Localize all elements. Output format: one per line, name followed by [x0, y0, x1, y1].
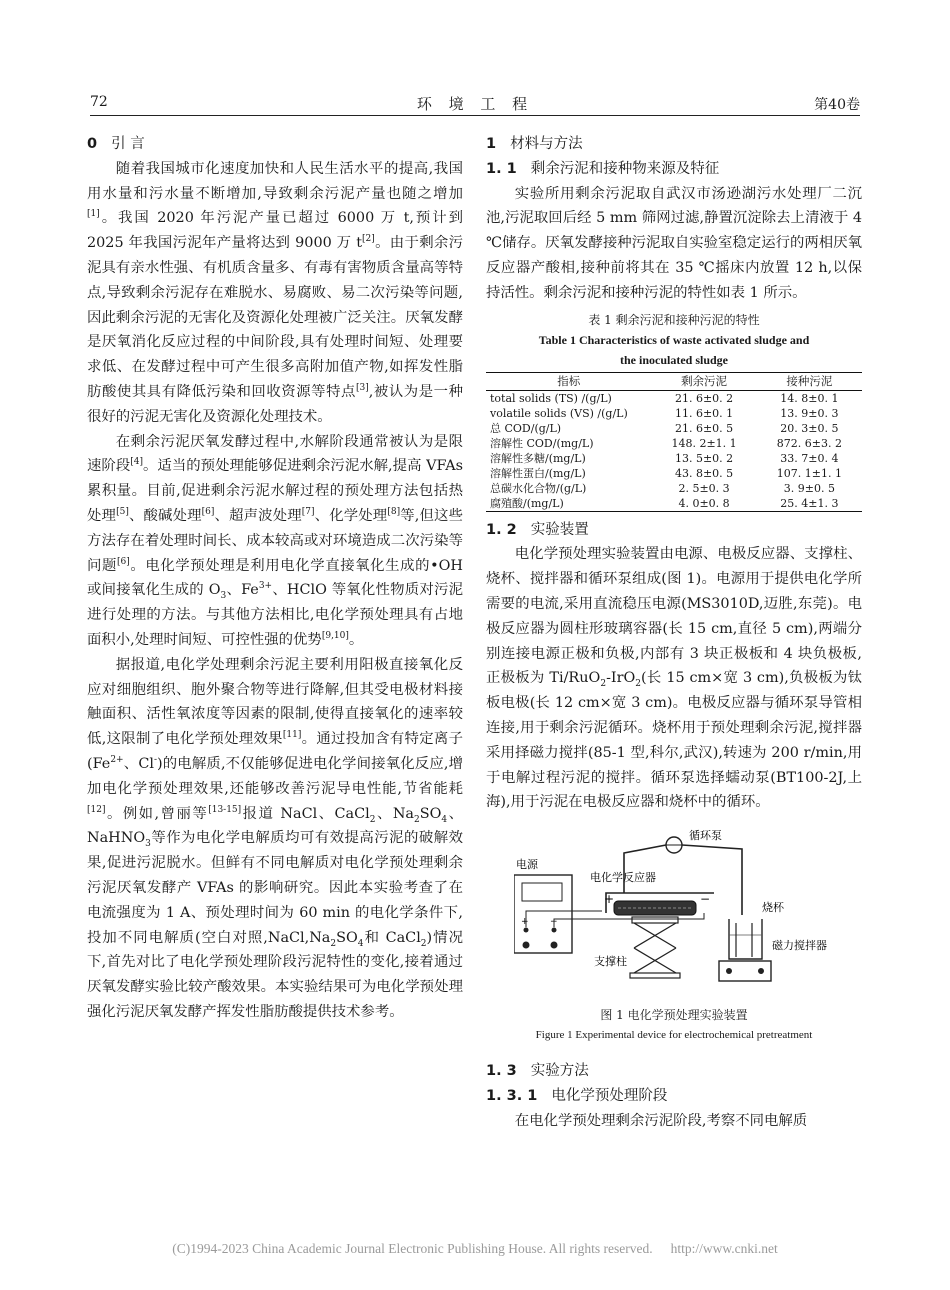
- table-cell: 腐殖酸/(mg/L): [490, 496, 564, 510]
- table-cell: volatile solids (VS) /(g/L): [490, 406, 628, 420]
- reactor-label: 电化学反应器: [590, 871, 656, 885]
- table-row: [486, 421, 862, 436]
- support-label: 支撑柱: [594, 955, 627, 969]
- pump-label: 循环泵: [689, 829, 722, 843]
- table-row: [486, 481, 862, 496]
- beaker-label: 烧杯: [762, 901, 784, 915]
- table-cell: 13. 5±0. 2: [674, 451, 734, 465]
- stirrer-label: 磁力搅拌器: [772, 939, 827, 953]
- footer-url[interactable]: http://www.cnki.net: [670, 1241, 778, 1256]
- volume-label: 第40卷: [814, 97, 860, 113]
- table-cell: 14. 8±0. 1: [780, 391, 839, 405]
- sludge-characteristics-table: [486, 372, 862, 512]
- paragraph-intro-2: 在剩余污泥厌氧发酵过程中,水解阶段通常被认为是限速阶段[4]。适当的预处理能够促进剩余污泥水解,提高 VFAs 累积量。目前,促进剩余污泥水解过程的预处理方法包括热处理[5]、酸碱处理[6]、超声波处理[7]、化学处理[8]等,但这些方法存在着处理时间长、成本较高或对环境造成二次污染等问题[6]。电化学预处理是利用电化学直接氧化生成的•OH 或间接氧化生成的 $O_3$、$Fe^{3+}$、HClO 等氧化性物质对污泥进行处理的方法。与其他方法相比,电化学预处理具有占地面积小,处理时间短、可控性强的优势[9,10]。: [87, 433, 463, 648]
- table-cell: 13. 9±0. 3: [780, 406, 839, 420]
- table-cell: 4. 0±0. 8: [678, 496, 730, 510]
- paragraph-method: 在电化学预处理剩余污泥阶段,考察不同电解质: [514, 1112, 808, 1129]
- table-cell: 溶解性多糖/(mg/L): [490, 451, 586, 465]
- table-caption-en-2: the inoculated sludge: [619, 352, 728, 367]
- support-column: [634, 923, 676, 973]
- table-cell: 872. 6±3. 2: [776, 436, 842, 450]
- table-caption-cn: 表 1 剩余污泥和接种污泥的特性: [588, 312, 760, 327]
- journal-title: 环 境 工 程: [416, 95, 534, 113]
- table-cell: 总碳水化合物/(g/L): [490, 481, 587, 495]
- power-supply: [514, 875, 572, 953]
- section-heading-1-2: 1. 2 实验装置: [486, 521, 589, 538]
- table-row: [486, 496, 862, 512]
- table-row: [486, 466, 862, 481]
- paragraph-materials: 实验所用剩余污泥取自武汉市汤逊湖污水处理厂二沉池,污泥取回后经 5 mm 筛网过滤,静置沉淀除去上清液于 4 ℃储存。厌氧发酵接种污泥取自实验室稳定运行的两相厌氧反应器产酸相,接种前将其在 35 ℃摇床内放置 12 h,以保持活性。剩余污泥和接种污泥的特性如表 1 所示。: [486, 185, 862, 301]
- plus-label: +: [604, 892, 615, 907]
- table-cell: 2. 5±0. 3: [678, 481, 730, 495]
- paragraph-intro-1: 随着我国城市化速度加快和人民生活水平的提高,我国用水量和污水量不断增加,导致剩余污泥产量也随之增加[1]。我国 2020 年污泥产量已超过 6000 万 t,预计到 2025 年我国污泥年产量将达到 9000 万 t[2]。由于剩余污泥具有亲水性强、有机质含量多、有毒有害物质含量高等特点,导致剩余污泥存在难脱水、易腐败、易二次污染等问题,因此剩余污泥的无害化及资源化处理被广泛关注。厌氧发酵是厌氧消化反应过程的中间阶段,具有处理时间短、处理要求低、在发酵过程中可产生很多高附加值产物,如挥发性脂肪酸使其具有降低污染和回收资源等特点[3],被认为是一种很好的污泥无害化及资源化处理技术。: [87, 160, 463, 425]
- copyright-footer: [0, 1241, 950, 1257]
- table-cell: 20. 3±0. 5: [780, 421, 839, 435]
- section-heading-1-3: 1. 3 实验方法: [486, 1063, 589, 1080]
- table-cell: 溶解性 COD/(mg/L): [490, 436, 594, 450]
- table-cell: 148. 2±1. 1: [671, 436, 737, 450]
- apparatus-diagram: [514, 823, 844, 1005]
- power-label: 电源: [516, 858, 538, 872]
- table-cell: 总 COD/(g/L): [490, 421, 562, 435]
- table-cell: 11. 6±0. 1: [674, 406, 734, 420]
- table-row: [486, 390, 862, 406]
- table-header: 接种污泥: [786, 373, 833, 388]
- minus-label: −: [700, 892, 711, 907]
- section-heading-1-3-1: 1. 3. 1 电化学预处理阶段: [486, 1087, 668, 1104]
- figure-caption-en: Figure 1 Experimental device for electrochemical pretreatment: [535, 1029, 813, 1042]
- table-caption-en-1: Table 1 Characteristics of waste activated sludge and: [538, 332, 810, 347]
- figure-caption-cn: 图 1 电化学预处理实验装置: [600, 1008, 748, 1023]
- svg-text:−: −: [550, 917, 558, 928]
- beaker: [729, 919, 762, 959]
- table-row: [486, 436, 862, 451]
- table-cell: 25. 4±1. 3: [780, 496, 839, 510]
- svg-text:+: +: [521, 917, 529, 928]
- table-cell: 21. 6±0. 5: [674, 421, 734, 435]
- table-cell: 溶解性蛋白/(mg/L): [490, 466, 586, 480]
- table-cell: 33. 7±0. 4: [780, 451, 839, 465]
- table-cell: 3. 9±0. 5: [783, 481, 835, 495]
- table-cell: total solids (TS) /(g/L): [490, 391, 612, 405]
- table-header: 指标: [557, 373, 581, 388]
- running-header: [90, 90, 860, 116]
- section-heading-1-1: 1. 1 剩余污泥和接种物来源及特征: [486, 160, 720, 177]
- copyright-text: (C)1994-2023 China Academic Journal Electronic Publishing House. All rights reserved.: [172, 1241, 653, 1256]
- table-row: [486, 406, 862, 421]
- paragraph-apparatus: 电化学预处理实验装置由电源、电极反应器、支撑柱、烧杯、搅拌器和循环泵组成(图 1)。电源用于提供电化学所需要的电流,采用直流稳压电源(MS3010D,迈胜,东莞)。电极反应器为圆柱形玻璃容器(长 15 cm,直径 5 cm),两端分别连接电源正极和负极,内部有 3 块正极板和 4 块负极板,正极板为 Ti/RuO$_2$-IrO$_2$(长 15 cm×宽 3 cm),负极板为钛板电极(长 12 cm×宽 3 cm)。电极反应器与循环泵导管相连接,用于剩余污泥循环。烧杯用于预处理剩余污泥,搅拌器采用择磁力搅拌(85-1 型,科尔,武汉),转速为 200 r/min,用于电解过程污泥的搅拌。循环泵选择蠕动泵(BT100-2J,上海),用于污泥在电极反应器和烧杯中的循环。: [486, 546, 862, 811]
- figure-apparatus: [486, 823, 862, 1005]
- table-cell: 107. 1±1. 1: [776, 466, 842, 480]
- table-header-row: [486, 372, 862, 390]
- table-cell: 21. 6±0. 2: [674, 391, 734, 405]
- table-header: 剩余污泥: [681, 373, 728, 388]
- section-heading-0: 0 引 言: [87, 136, 145, 152]
- paragraph-intro-3: 据报道,电化学处理剩余污泥主要利用阳极直接氧化反应对细胞组织、胞外聚合物等进行降解,但其受电极材料接触面积、活性氧浓度等因素的限制,使得直接氧化的速率较低,这限制了电化学预处理效果[11]。通过投加含有特定离子($Fe^{2+}$、Cl-)的电解质,不仅能够促进电化学间接氧化反应,增加电化学预处理效果,还能够改善污泥导电性能,节省能耗[12]。例如,曾丽等[13-15]报道 NaCl、CaCl$_2$、$Na_2SO_4$、NaHNO$_3$等作为电化学电解质均可有效提高污泥的破解效果,促进污泥脱水。但鲜有不同电解质对电化学预处理剩余污泥厌氧发酵产 VFAs 的影响研究。因此本实验考查了在电流强度为 1 A、预处理时间为 60 min 的电化学条件下,投加不同电解质(空白对照$,NaCl,Na_2SO_4$和 CaCl$_2$)情况下,首先对比了电化学预处理阶段污泥特性的变化,接着通过厌氧发酵实验比较产酸效果。本实验结果可为电化学预处理强化污泥厌氧发酵产挥发性脂肪酸提供技术参考。: [87, 656, 463, 1020]
- right-column: [486, 132, 862, 1134]
- section-heading-1: 1 材料与方法: [486, 136, 583, 152]
- table-row: [486, 451, 862, 466]
- left-column: [87, 132, 463, 1025]
- page-number: 72: [90, 94, 108, 110]
- table-cell: 43. 8±0. 5: [674, 466, 734, 480]
